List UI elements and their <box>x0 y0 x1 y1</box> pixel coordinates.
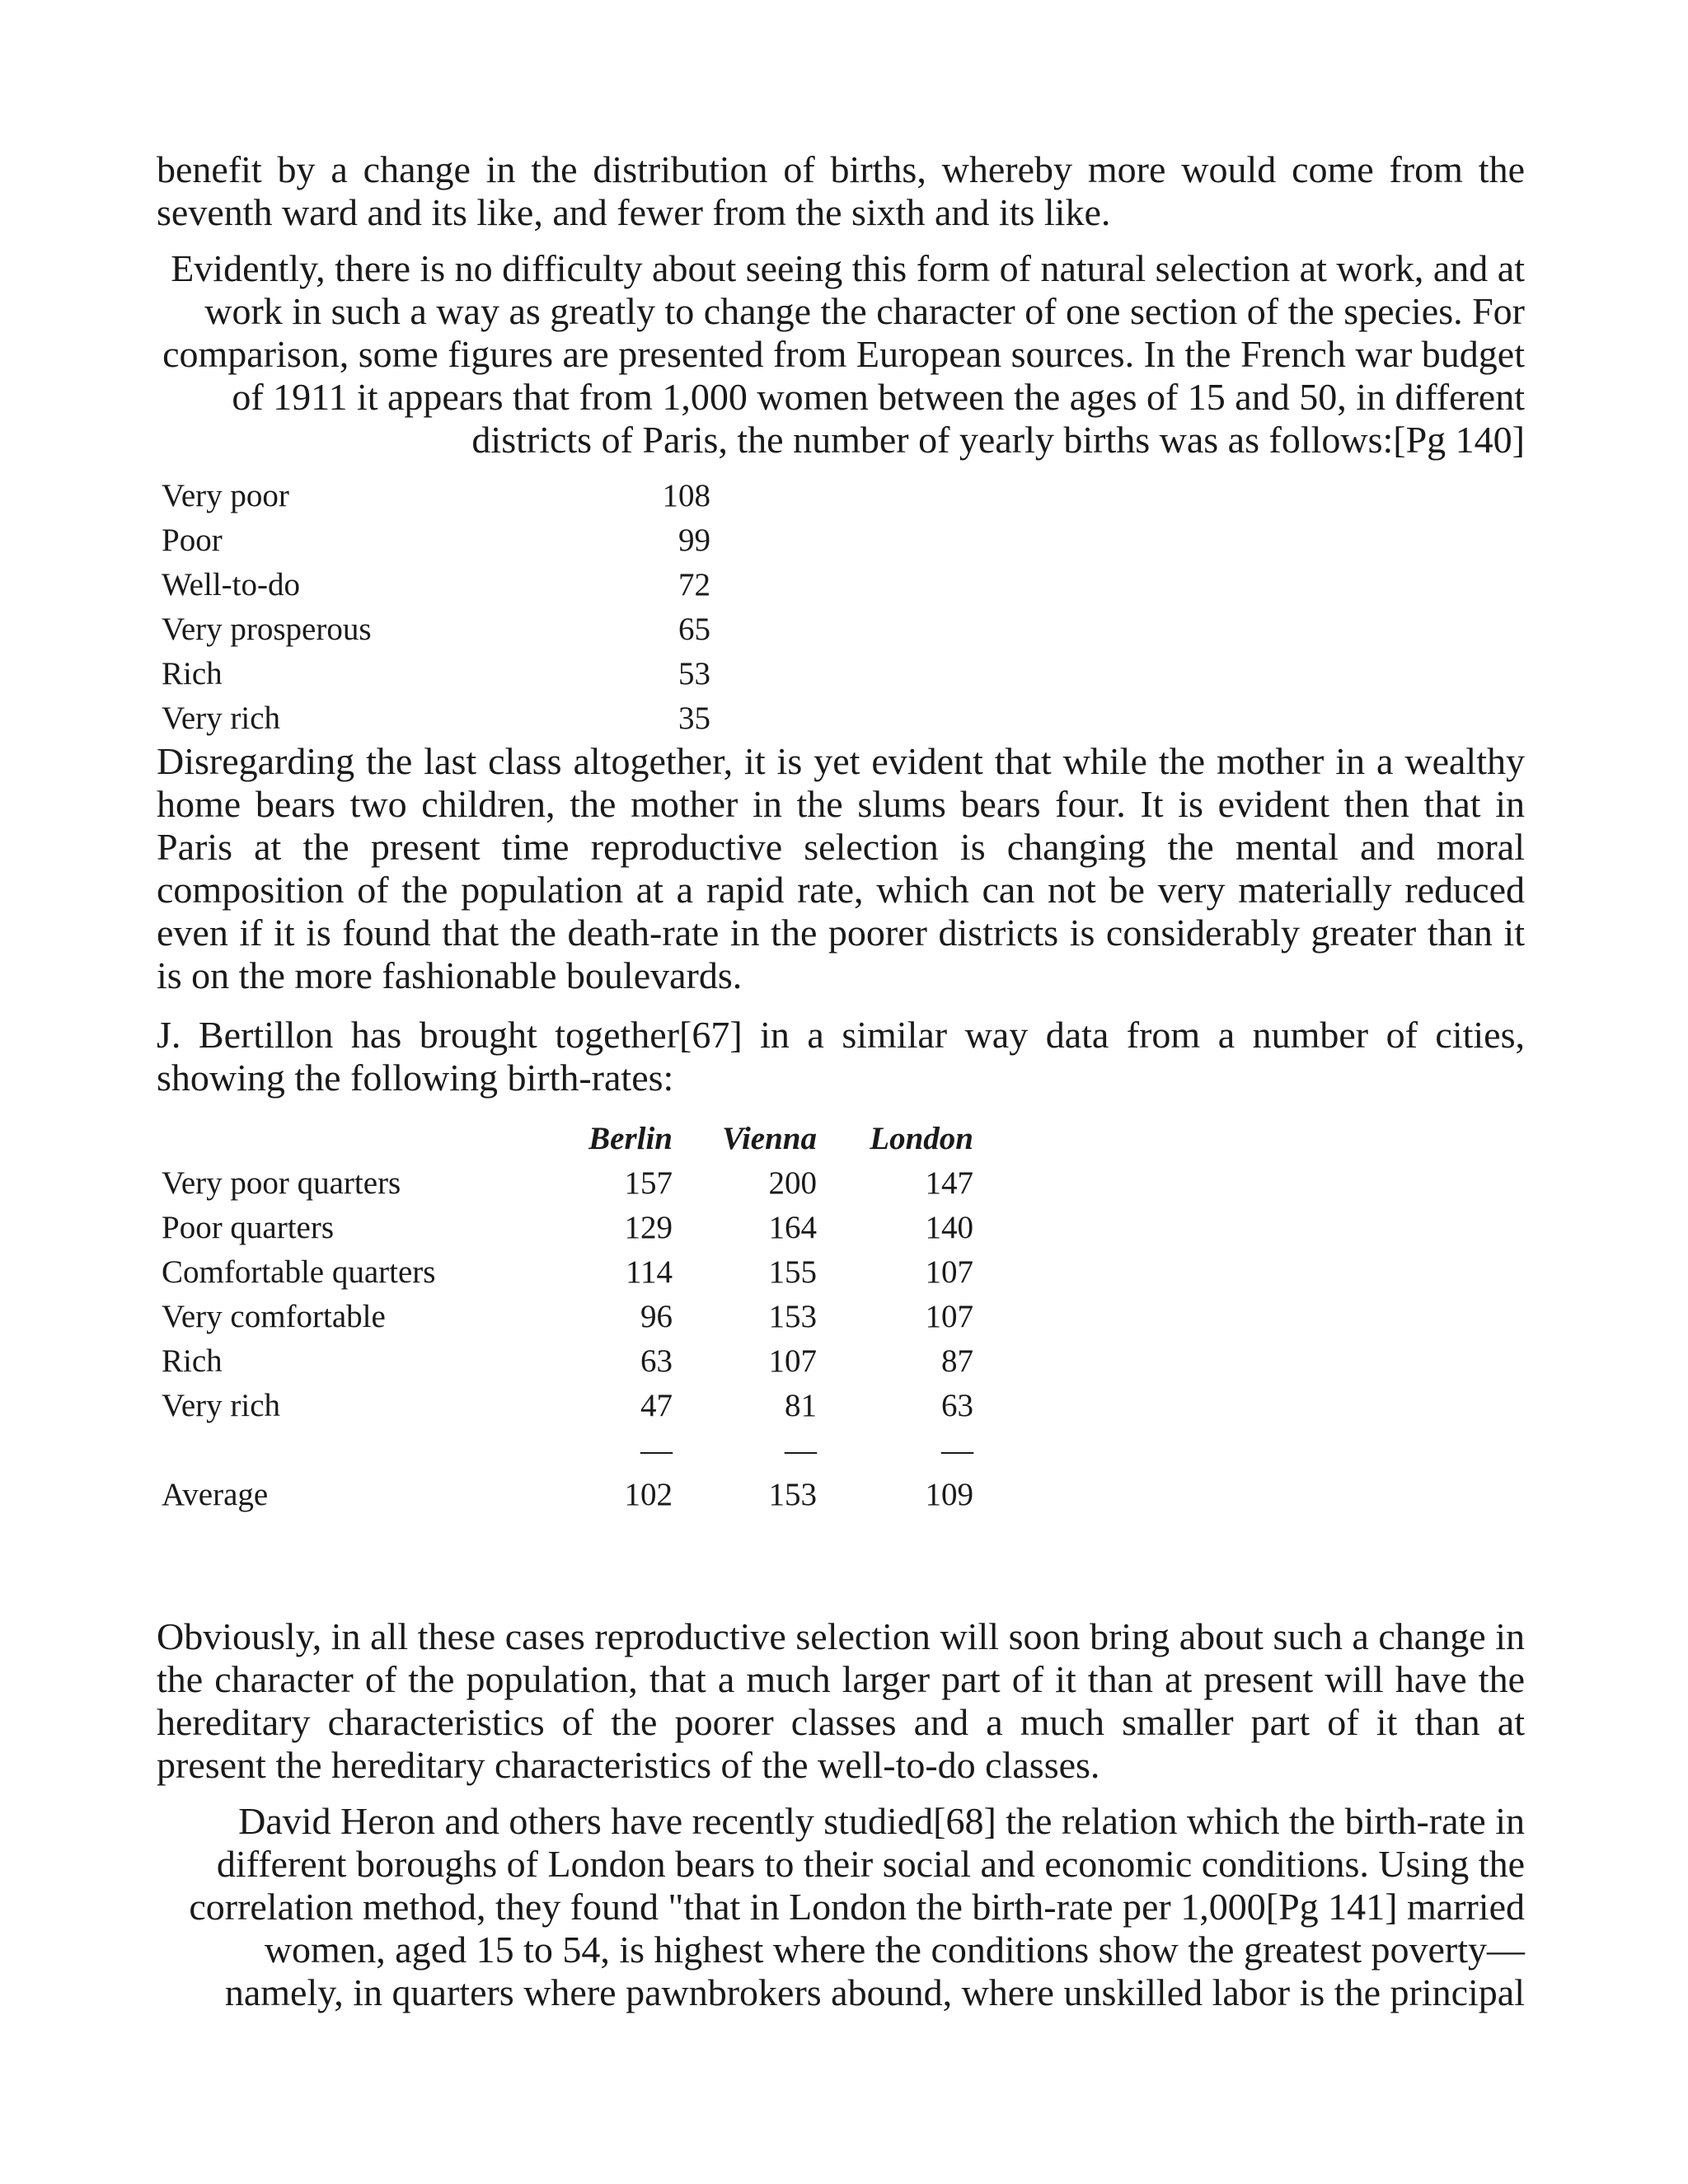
paragraph-1: benefit by a change in the distribution of births, whereby more would come from the seventh ward and its like, and fewer from the sixth and its like. <box>157 148 1525 233</box>
header-london: London <box>870 1120 973 1156</box>
row-label: Very poor <box>162 477 289 513</box>
table-row <box>157 473 710 518</box>
row-value: 53 <box>678 655 710 691</box>
paris-births-table <box>157 473 710 740</box>
row-label: Poor <box>162 522 223 558</box>
table-rule-row <box>157 1427 973 1472</box>
row-value: 65 <box>678 611 710 647</box>
table-row <box>157 651 710 696</box>
row-label: Poor quarters <box>162 1209 335 1245</box>
cell-london: 107 <box>925 1298 973 1334</box>
row-value: 99 <box>678 522 710 558</box>
cell-london: 87 <box>941 1343 973 1379</box>
row-value: 35 <box>678 700 710 736</box>
row-label: Very prosperous <box>162 611 372 647</box>
cell-vienna: 153 <box>768 1298 817 1334</box>
cell-london: 140 <box>925 1209 973 1245</box>
header-spacer <box>157 1116 574 1160</box>
city-birth-rates-table <box>157 1116 973 1516</box>
cell-london: 107 <box>925 1254 973 1290</box>
row-label: Very poor quarters <box>162 1165 401 1201</box>
table-row <box>157 1294 973 1338</box>
row-label: Very rich <box>162 1387 281 1423</box>
paragraph-6: David Heron and others have recently studied[68] the relation which the birth-rate in different boroughs of London bears to their social and economic conditions. Using the correlation method, they found "that in London the birth-rate per 1,000[Pg 141] married women, aged 15 to 54, is highest where the conditions show the greatest poverty—namely, in quarters where pawnbrokers abound, where unskilled labor is the principal <box>189 1800 1525 2013</box>
row-label: Rich <box>162 1343 223 1379</box>
cell-berlin: 114 <box>625 1254 673 1290</box>
table-row <box>157 1338 973 1383</box>
average-london: 109 <box>925 1476 973 1512</box>
table-row <box>157 562 710 607</box>
cell-vienna: 155 <box>768 1254 817 1290</box>
row-label: Comfortable quarters <box>162 1254 436 1290</box>
table-row <box>157 1160 973 1205</box>
cell-vienna: 164 <box>768 1209 817 1245</box>
paragraph-2: Evidently, there is no difficulty about seeing this form of natural selection at work, and at work in such a way as greatly to change the character of one section of the species. For comparison, some figures are presented from European sources. In the French war budget of 1911 it appears that from 1,000 women between the ages of 15 and 50, in different districts of Paris, the number of yearly births was as follows:[Pg 140] <box>162 247 1525 461</box>
rule-spacer <box>157 1427 574 1472</box>
cell-vienna: 200 <box>768 1165 817 1201</box>
table-row <box>157 1383 973 1427</box>
row-value: 108 <box>662 477 710 513</box>
table-row <box>157 696 710 740</box>
table-average-row <box>157 1472 973 1516</box>
header-berlin: Berlin <box>588 1120 673 1156</box>
paragraph-3: Disregarding the last class altogether, it is yet evident that while the mother in a wealthy home bears two children, the mother in the slums bears four. It is evident then that in Paris at the present time reproductive selection is changing the mental and moral composition of the population at a rapid rate, which can not be very materially reduced even if it is found that the death-rate in the poorer districts is considerably greater than it is on the more fashionable boulevards. <box>157 740 1525 996</box>
average-berlin: 102 <box>624 1476 673 1512</box>
table-row <box>157 1205 973 1249</box>
table-row <box>157 1249 973 1294</box>
average-label: Average <box>162 1476 269 1512</box>
table-row <box>157 607 710 651</box>
cell-berlin: 63 <box>640 1343 673 1379</box>
row-value: 72 <box>678 566 710 602</box>
cell-berlin: 157 <box>624 1165 673 1201</box>
cell-berlin: 129 <box>624 1209 673 1245</box>
average-vienna: 153 <box>768 1476 817 1512</box>
rule-berlin: — <box>640 1432 673 1468</box>
cell-london: 147 <box>925 1165 973 1201</box>
rule-vienna: — <box>785 1432 817 1468</box>
cell-vienna: 107 <box>768 1343 817 1379</box>
row-label: Very comfortable <box>162 1298 386 1334</box>
table-header-row <box>157 1116 973 1160</box>
cell-berlin: 47 <box>640 1387 673 1423</box>
row-label: Well-to-do <box>162 566 300 602</box>
header-vienna: Vienna <box>722 1120 817 1156</box>
cell-vienna: 81 <box>785 1387 817 1423</box>
row-label: Very rich <box>162 700 281 736</box>
cell-berlin: 96 <box>640 1298 673 1334</box>
table-row <box>157 518 710 562</box>
paragraph-4: J. Bertillon has brought together[67] in a similar way data from a number of cities, showing the following birth-rates: <box>157 1014 1525 1099</box>
page-content <box>157 148 1525 2014</box>
row-label: Rich <box>162 655 223 691</box>
rule-london: — <box>941 1432 973 1468</box>
paragraph-5: Obviously, in all these cases reproductive selection will soon bring about such a change in the character of the population, that a much larger part of it than at present will have the hereditary characteristics of the poorer classes and a much smaller part of it than at present the hereditary characteristics of the well-to-do classes. <box>157 1615 1525 1786</box>
cell-london: 63 <box>941 1387 973 1423</box>
